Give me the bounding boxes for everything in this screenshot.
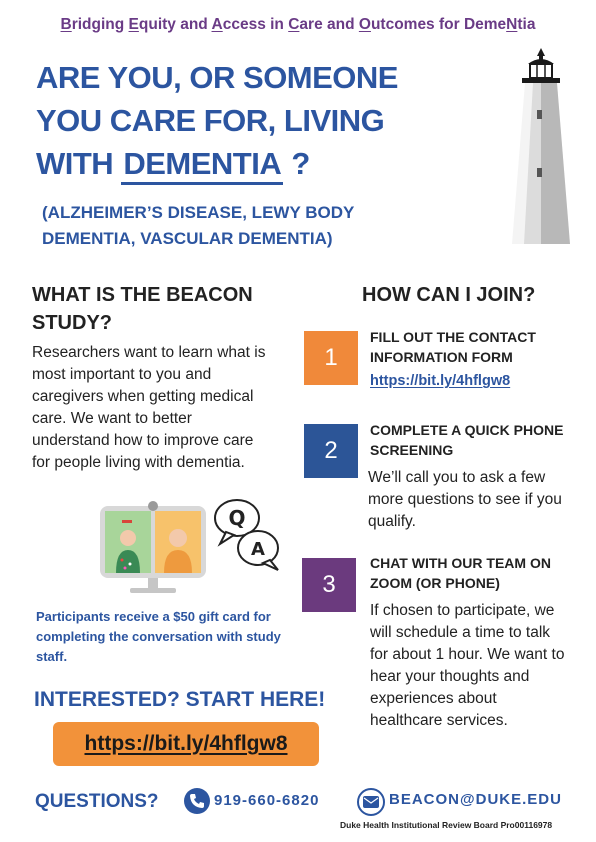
signup-link-text[interactable]: https://bit.ly/4hflgw8 — [84, 732, 288, 755]
dementia-word: DEMENTIA — [121, 146, 283, 185]
phone-number[interactable]: 919-660-6820 — [214, 792, 320, 809]
mail-icon — [357, 788, 385, 816]
headline-line-2: YOU CARE FOR, LIVING — [36, 103, 385, 138]
dementia-types: (ALZHEIMER’S DISEASE, LEWY BODY DEMENTIA, VASCULAR DEMENTIA) — [42, 203, 355, 248]
how-heading: HOW CAN I JOIN? — [362, 284, 536, 306]
step-3-title: CHAT WITH OUR TEAM ON ZOOM (OR PHONE) — [370, 555, 551, 591]
step-3-number: 3 — [302, 558, 356, 612]
bubble-a: A — [251, 539, 265, 560]
headline — [36, 56, 436, 185]
headline-line-3: WITH DEMENTIA ? — [36, 142, 436, 185]
phone-icon — [184, 788, 210, 814]
step-2-text: We’ll call you to ask a few more questions to see if you qualify. — [368, 469, 562, 530]
what-heading: WHAT IS THE BEACON STUDY? — [32, 284, 253, 334]
step-2-number: 2 — [304, 424, 358, 478]
email-address[interactable]: BEACON@DUKE.EDU — [389, 791, 562, 808]
bubble-q: Q — [228, 506, 246, 530]
step-1-link[interactable]: https://bit.ly/4hflgw8 — [370, 373, 511, 389]
headline-line-1: ARE YOU, OR SOMEONE — [36, 60, 398, 95]
step-3-text: If chosen to participate, we will schedule a time to talk for about 1 hour. We want to hear your thoughts and experiences about healthcare services. — [370, 602, 565, 729]
study-full-title: Bridging Equity and Access in Care and Outcomes for DemeNtia — [60, 16, 536, 33]
signup-link-button[interactable] — [53, 722, 319, 766]
title-initial: B — [60, 16, 72, 33]
what-description: Researchers want to learn what is most important to you and caregivers when getting medical care. We want to better understand how to improve care for people living with dementia. — [32, 344, 266, 471]
incentive-note: Participants receive a $50 gift card for completing the conversation with study staff. — [36, 609, 281, 664]
step-2-title: COMPLETE A QUICK PHONE SCREENING — [370, 422, 564, 458]
irb-number: Duke Health Institutional Review Board Pro00116978 — [340, 820, 553, 830]
interested-heading: INTERESTED? START HERE! — [34, 688, 326, 711]
step-1-number: 1 — [304, 331, 358, 385]
video-call-illustration — [100, 498, 286, 608]
questions-label: QUESTIONS? — [35, 791, 159, 812]
step-1-title: FILL OUT THE CONTACT INFORMATION FORM — [370, 329, 536, 365]
lighthouse-illustration — [508, 48, 574, 244]
